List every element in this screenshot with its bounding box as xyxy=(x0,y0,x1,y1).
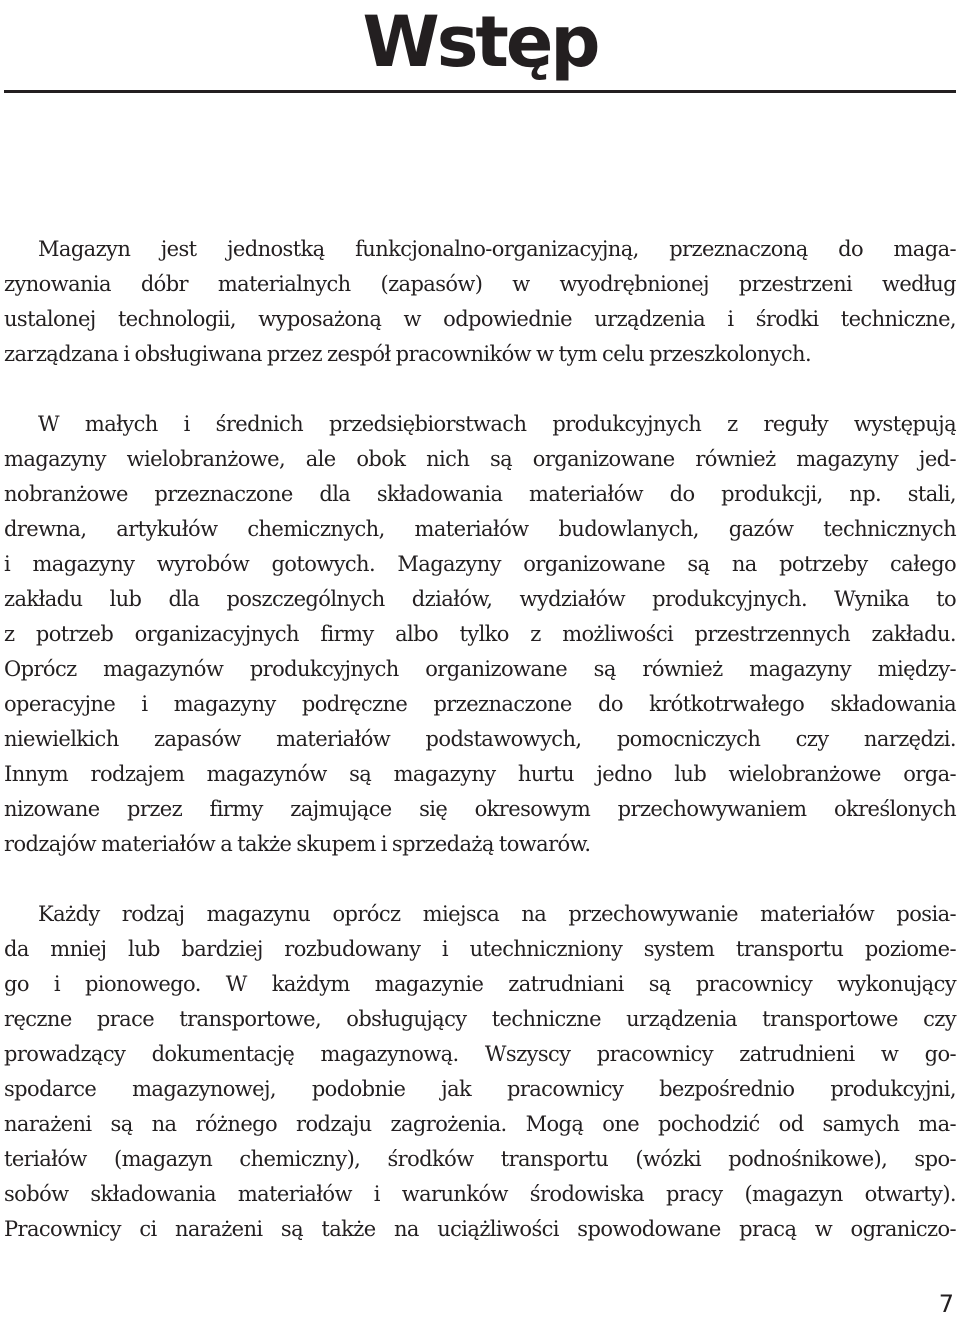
text-line: i magazyny wyrobów gotowych. Magazyny organizowane są na potrzeby całego xyxy=(4,552,956,576)
paragraph-1 xyxy=(4,232,956,372)
text-line: rodzajów materiałów a także skupem i sprzedażą towarów. xyxy=(4,832,591,856)
text-line: operacyjne i magazyny podręczne przeznaczone do krótkotrwałego składowania xyxy=(4,692,956,716)
text-line: ustalonej technologii, wyposażoną w odpowiednie urządzenia i środki techniczne, xyxy=(4,307,956,331)
text-line: nobranżowe przeznaczone dla składowania materiałów do produkcji, np. stali, xyxy=(4,482,956,506)
text-line: nizowane przez firmy zajmujące się okresowym przechowywaniem określonych xyxy=(4,797,956,821)
text-line: go i pionowego. W każdym magazynie zatrudniani są pracownicy wykonujący xyxy=(4,972,956,996)
text-line: narażeni są na różnego rodzaju zagrożenia. Mogą one pochodzić od samych ma- xyxy=(4,1112,956,1136)
text-line: magazyny wielobranżowe, ale obok nich są organizowane również magazyny jed- xyxy=(4,447,956,471)
text-line: ręczne prace transportowe, obsługujący techniczne urządzenia transportowe czy xyxy=(4,1007,956,1031)
text-line: prowadzący dokumentację magazynową. Wszyscy pracownicy zatrudnieni w go- xyxy=(4,1042,956,1066)
chapter-body xyxy=(4,232,956,1247)
text-line: Każdy rodzaj magazynu oprócz miejsca na przechowywanie materiałów posia- xyxy=(38,902,956,926)
chapter-title: Wstęp xyxy=(362,1,598,83)
text-line: z potrzeb organizacyjnych firmy albo tylko z możliwości przestrzennych zakładu. xyxy=(4,622,956,646)
text-line: Innym rodzajem magazynów są magazyny hurtu jedno lub wielobranżowe orga- xyxy=(4,762,956,786)
page-number: 7 xyxy=(938,1290,954,1318)
text-line: niewielkich zapasów materiałów podstawowych, pomocniczych czy narzędzi. xyxy=(4,727,956,751)
title-underline-rule xyxy=(4,90,956,93)
text-line: da mniej lub bardziej rozbudowany i utechniczniony system transportu poziome- xyxy=(4,937,956,961)
text-line: Pracownicy ci narażeni są także na uciążliwości spowodowane pracą w ograniczo- xyxy=(4,1217,956,1241)
paragraph-gap xyxy=(4,862,956,897)
text-line: zynowania dóbr materialnych (zapasów) w wyodrębnionej przestrzeni według xyxy=(4,272,956,296)
text-line: W małych i średnich przedsiębiorstwach produkcyjnych z reguły występują xyxy=(38,412,956,436)
text-line: spodarce magazynowej, podobnie jak pracownicy bezpośrednio produkcyjni, xyxy=(4,1077,956,1101)
text-line: teriałów (magazyn chemiczny), środków transportu (wózki podnośnikowe), spo- xyxy=(4,1147,956,1171)
text-line: Oprócz magazynów produkcyjnych organizowane są również magazyny między- xyxy=(4,657,956,681)
text-line: sobów składowania materiałów i warunków środowiska pracy (magazyn otwarty). xyxy=(4,1182,956,1206)
paragraph-3 xyxy=(4,897,956,1247)
text-line: Magazyn jest jednostką funkcjonalno-organizacyjną, przeznaczoną do maga- xyxy=(38,237,956,261)
paragraph-gap xyxy=(4,372,956,407)
paragraph-2 xyxy=(4,407,956,862)
text-line: zakładu lub dla poszczególnych działów, wydziałów produkcyjnych. Wynika to xyxy=(4,587,956,611)
text-line: drewna, artykułów chemicznych, materiałów budowlanych, gazów technicznych xyxy=(4,517,956,541)
text-line: zarządzana i obsługiwana przez zespół pracowników w tym celu przeszkolonych. xyxy=(4,342,812,366)
